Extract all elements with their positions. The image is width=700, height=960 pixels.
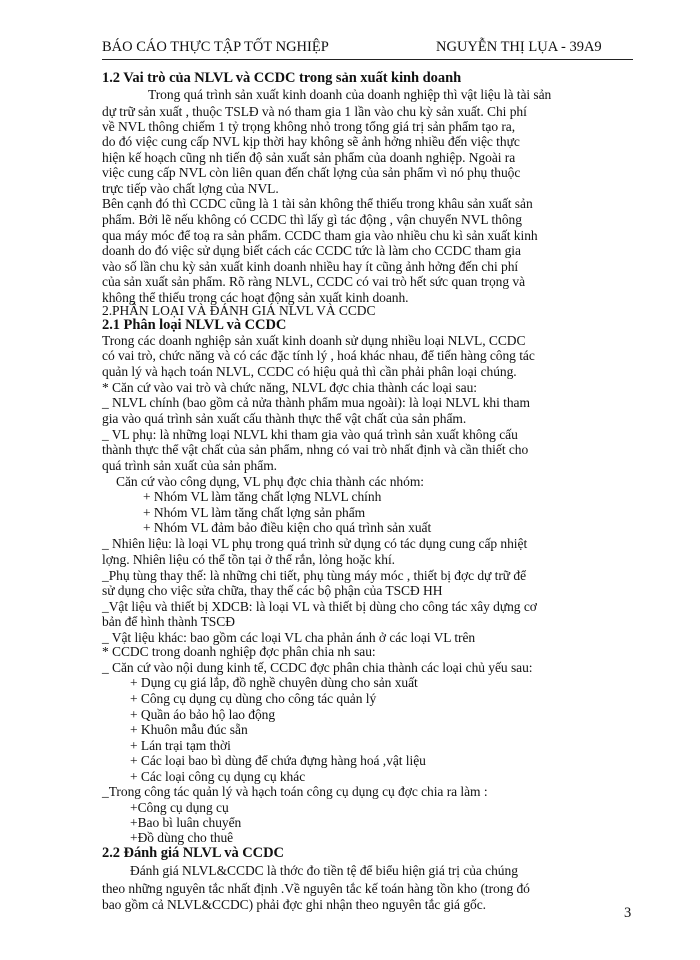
text-line: _ Vật liệu khác: bao gồm các loại VL cha phản ánh ở các loại VL trên bbox=[102, 630, 476, 645]
text-line: _ NLVL chính (bao gồm cả nửa thành phẩm mua ngoài): là loại NLVL khi tham bbox=[102, 395, 530, 410]
text-line: + Công cụ dụng cụ dùng cho công tác quản lý bbox=[130, 691, 377, 706]
text-line: Căn cứ vào công dụng, VL phụ đợc chia thành các nhóm: bbox=[116, 474, 424, 489]
section-heading: 2.1 Phân loại NLVL và CCDC bbox=[102, 317, 287, 333]
header-author: NGUYỄN THỊ LỤA - 39A9 bbox=[436, 39, 602, 55]
text-line: +Bao bì luân chuyển bbox=[130, 815, 242, 830]
text-line: Trong quá trình sản xuất kinh doanh của doanh nghiệp thì vật liệu là tài sản bbox=[148, 87, 552, 102]
text-line: Bên cạnh đó thì CCDC cũng là 1 tài sản không thể thiếu trong khâu sản xuất sản bbox=[102, 196, 533, 211]
text-line: Trong các doanh nghiệp sản xuất kinh doanh sử dụng nhiều loại NLVL, CCDC bbox=[102, 333, 526, 348]
text-line: + Khuôn mẫu đúc sẵn bbox=[130, 722, 248, 737]
text-line: + Nhóm VL làm tăng chất lợng sản phẩm bbox=[143, 505, 366, 520]
text-line: _Vật liệu và thiết bị XDCB: là loại VL và thiết bị dùng cho công tác xây dựng cơ bbox=[102, 599, 537, 614]
text-line: + Nhóm VL đảm bảo điều kiện cho quá trình sản xuất bbox=[143, 520, 432, 535]
text-line: _ Nhiên liệu: là loại VL phụ trong quá trình sử dụng có tác dụng cung cấp nhiệt bbox=[102, 536, 528, 551]
text-line: _Phụ tùng thay thế: là những chi tiết, phụ tùng máy móc , thiết bị đợc dự trữ để bbox=[102, 568, 527, 583]
text-line: +Đồ dùng cho thuê bbox=[130, 830, 234, 845]
text-line: việc cung cấp NVL còn liên quan đến chất lợng của sản phẩm vì nó phụ thuộc bbox=[102, 165, 521, 180]
text-line: quản lý và hạch toán NLVL, CCDC có hiệu quả thì cần phải phân loại chúng. bbox=[102, 364, 517, 379]
text-line: phẩm. Bởi lẽ nếu không có CCDC thì lấy gì tác động , vận chuyển NVL thông bbox=[102, 212, 522, 227]
text-line: hiện kế hoạch cũng nh tiến độ sản xuất sản phẩm của doanh nghiệp. Ngoài ra bbox=[102, 150, 516, 165]
page-number: 3 bbox=[624, 905, 632, 921]
text-line: vào số lần chu kỳ sản xuất kinh doanh nhiều hay ít cũng ảnh hởng đến chi phí bbox=[102, 259, 519, 274]
text-line: do đó việc cung cấp NVL kịp thời hay không sẽ ảnh hởng nhiều đến việc thực bbox=[102, 134, 520, 149]
text-line: 2.PHÂN LOẠI VÀ ĐÁNH GIÁ NLVL VÀ CCDC bbox=[102, 303, 376, 318]
text-line: gia vào quá trình sản xuất cấu thành thực thể vật chất của sản phẩm. bbox=[102, 411, 467, 426]
text-line: quá trình sản xuất của sản phẩm. bbox=[102, 458, 277, 473]
text-line: Đánh giá NLVL&CCDC là thớc đo tiền tệ để biểu hiện giá trị của chúng bbox=[130, 863, 518, 878]
text-line: trực tiếp vào chất lợng của NVL. bbox=[102, 181, 279, 196]
text-line: _ Căn cứ vào nội dung kinh tế, CCDC đợc phân chia thành các loại chủ yếu sau: bbox=[102, 660, 533, 675]
text-line: không thể thiếu trong các hoạt động sản xuất kinh doanh. bbox=[102, 290, 409, 305]
text-line: của sản xuất sản phẩm. Rõ ràng NLVL, CCDC có vai trò hết sức quan trọng và bbox=[102, 274, 526, 289]
text-line: + Quần áo bảo hộ lao động bbox=[130, 707, 276, 722]
text-line: theo những nguyên tắc nhất định .Về nguyên tắc kế toán hàng tồn kho (trong đó bbox=[102, 881, 530, 896]
text-line: * Căn cứ vào vai trò và chức năng, NLVL đợc chia thành các loại sau: bbox=[102, 380, 477, 395]
section-heading: 1.2 Vai trò của NLVL và CCDC trong sản xuất kinh doanh bbox=[102, 70, 462, 86]
text-line: thành thực thể vật chất của sản phẩm, nhng có vai trò nhất định và cần thiết cho bbox=[102, 442, 529, 457]
text-line: bản để hình thành TSCĐ bbox=[102, 614, 235, 629]
text-line: bao gồm cả NLVL&CCDC) phải đợc ghi nhận theo nguyên tắc giá gốc. bbox=[102, 897, 486, 912]
text-line: qua máy móc để toạ ra sản phẩm. CCDC tham gia vào nhiều chu kì sản xuất kinh bbox=[102, 228, 538, 243]
text-line: lợng. Nhiên liệu có thể tồn tại ở thể rắn, lỏng hoặc khí. bbox=[102, 552, 395, 567]
text-line: dự trữ sản xuất , thuộc TSLĐ và nó tham gia 1 lần vào chu kỳ sản xuất. Chi phí bbox=[102, 104, 527, 119]
text-line: doanh do đó việc sử dụng biết cách các CCDC tức là làm cho CCDC tham gia bbox=[102, 243, 521, 258]
section-heading: 2.2 Đánh giá NLVL và CCDC bbox=[102, 845, 284, 861]
text-line: + Các loại bao bì dùng để chứa đựng hàng hoá ,vật liệu bbox=[130, 753, 426, 768]
text-line: * CCDC trong doanh nghiệp đợc phân chia nh sau: bbox=[102, 644, 376, 659]
header-rule bbox=[102, 59, 633, 60]
text-line: sử dụng cho việc sửa chữa, thay thế các bộ phận của TSCĐ HH bbox=[102, 583, 443, 598]
text-line: _ VL phụ: là những loại NLVL khi tham gia vào quá trình sản xuất không cấu bbox=[102, 427, 518, 442]
text-line: +Công cụ dụng cụ bbox=[130, 800, 229, 815]
text-line: + Dụng cụ giá lắp, đồ nghề chuyên dùng cho sản xuất bbox=[130, 675, 418, 690]
text-line: có vai trò, chức năng và có các đặc tính lý , hoá khác nhau, để tiến hàng công tác bbox=[102, 348, 535, 363]
text-line: + Lán trại tạm thời bbox=[130, 738, 231, 753]
text-line: + Các loại công cụ dụng cụ khác bbox=[130, 769, 306, 784]
text-line: + Nhóm VL làm tăng chất lợng NLVL chính bbox=[143, 489, 382, 504]
text-line: về NVL thông chiếm 1 tỷ trọng không nhỏ trong tổng giá trị sản phẩm tạo ra, bbox=[102, 119, 516, 134]
header-report-title: BÁO CÁO THỰC TẬP TỐT NGHIỆP bbox=[102, 39, 329, 55]
text-line: _Trong công tác quản lý và hạch toán công cụ dụng cụ đợc chia ra làm : bbox=[102, 784, 488, 799]
